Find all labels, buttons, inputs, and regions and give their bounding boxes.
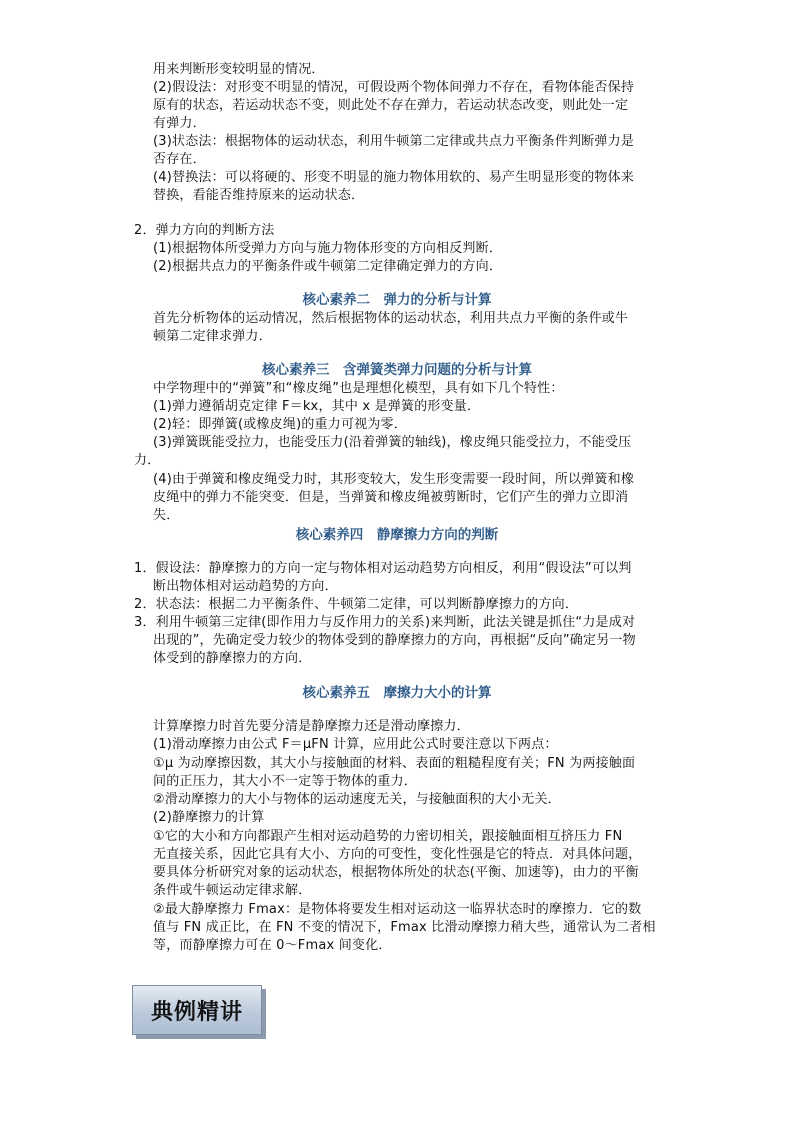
text-line: 中学物理中的“弹簧”和“橡皮绳”也是理想化模型，具有如下几个特性： (153, 381, 564, 396)
text-line: 要具体分析研究对象的运动状态，根据物体所处的状态(平衡、加速等)，由力的平衡 (153, 865, 639, 880)
text-line: (2)根据共点力的平衡条件或牛顿第二定律确定弹力的方向． (153, 259, 503, 274)
text-line: (2)假设法：对形变不明显的情况，可假设两个物体间弹力不存在，看物体能否保持 (153, 80, 635, 95)
list-item: 3．利用牛顿第三定律(即作用力与反作用力的关系)来判断，此法关键是抓住“力是成对 (134, 615, 636, 630)
text-line: 无直接关系，因此它具有大小、方向的可变性，变化性强是它的特点．对具体问题， (153, 847, 642, 862)
text-line: 有弹力． (153, 116, 206, 131)
list-item: 2．状态法：根据二力平衡条件、牛顿第二定律，可以判断静摩擦力的方向． (134, 597, 579, 612)
text-line: 计算摩擦力时首先要分清是静摩擦力还是滑动摩擦力． (153, 719, 470, 734)
text-line: 顿第二定律求弹力． (153, 329, 272, 344)
text-line: 首先分析物体的运动情况，然后根据物体的运动状态，利用共点力平衡的条件或牛 (153, 311, 629, 326)
text-line: (4)替换法：可以将硬的、形变不明显的施力物体用软的、易产生明显形变的物体来 (153, 170, 635, 185)
text-line: (1)弹力遵循胡克定律 F＝kx，其中 x 是弹簧的形变量． (153, 399, 481, 414)
text-line: 原有的状态，若运动状态不变，则此处不存在弹力，若运动状态改变，则此处一定 (153, 98, 629, 113)
list-item: 1．假设法：静摩擦力的方向一定与物体相对运动趋势方向相反，利用“假设法”可以判 (134, 561, 632, 576)
text-line: ②最大静摩擦力 Fmax：是物体将要发生相对运动这一临界状态时的摩擦力．它的数 (153, 902, 642, 917)
text-line: (3)状态法：根据物体的运动状态，利用牛顿第二定律或共点力平衡条件判断弹力是 (153, 134, 635, 149)
section-heading: 核心素养四 静摩擦力方向的判断 (295, 527, 499, 543)
banner-label: 典例精讲 (150, 998, 243, 1025)
text-line: 否存在． (153, 152, 206, 167)
text-line: 用来判断形变较明显的情况． (153, 62, 325, 77)
section-title: 2．弹力方向的判断方法 (134, 223, 275, 238)
section-heading: 核心素养五 摩擦力大小的计算 (302, 685, 492, 701)
text-line: (1)根据物体所受弹力方向与施力物体形变的方向相反判断． (153, 241, 503, 256)
section-heading: 核心素养二 弹力的分析与计算 (302, 292, 492, 308)
text-line: 出现的”，先确定受力较少的物体受到的静摩擦力的方向，再根据“反向”确定另一物 (153, 633, 636, 648)
text-line: 体受到的静摩擦力的方向． (153, 651, 312, 666)
text-line: 间的正压力，其大小不一定等于物体的重力． (153, 774, 418, 789)
text-line: 力． (134, 453, 161, 468)
text-line: (2)静摩擦力的计算 (153, 810, 265, 825)
text-line: 断出物体相对运动趋势的方向． (153, 579, 338, 594)
text-line: 皮绳中的弹力不能突变．但是，当弹簧和橡皮绳被剪断时，它们产生的弹力立即消 (153, 490, 629, 505)
text-line: 替换，看能否维持原来的运动状态． (153, 188, 365, 203)
text-line: 失． (153, 508, 180, 523)
text-line: (3)弹簧既能受拉力，也能受压力(沿着弹簧的轴线)，橡皮绳只能受拉力，不能受压 (153, 435, 632, 450)
text-line: (2)轻：即弹簧(或橡皮绳)的重力可视为零． (153, 417, 407, 432)
text-line: 值与 FN 成正比，在 FN 不变的情况下，Fmax 比滑动摩擦力稍大些，通常认为二者相 (153, 920, 656, 935)
text-line: 条件或牛顿运动定律求解． (153, 883, 312, 898)
example-banner (132, 985, 262, 1035)
text-line: ②滑动摩擦力的大小与物体的运动速度无关，与接触面积的大小无关． (153, 792, 561, 807)
text-line: (1)滑动摩擦力由公式 F＝μFN 计算，应用此公式时要注意以下两点： (153, 737, 558, 752)
text-line: 等，而静摩擦力可在 0～Fmax 间变化． (153, 938, 392, 953)
text-line: (4)由于弹簧和橡皮绳受力时，其形变较大，发生形变需要一段时间，所以弹簧和橡 (153, 472, 635, 487)
text-line: ①μ 为动摩擦因数，其大小与接触面的材料、表面的粗糙程度有关；FN 为两接触面 (153, 756, 636, 771)
section-heading: 核心素养三 含弹簧类弹力问题的分析与计算 (262, 362, 532, 378)
text-line: ①它的大小和方向都跟产生相对运动趋势的力密切相关，跟接触面相互挤压力 FN (153, 829, 623, 844)
